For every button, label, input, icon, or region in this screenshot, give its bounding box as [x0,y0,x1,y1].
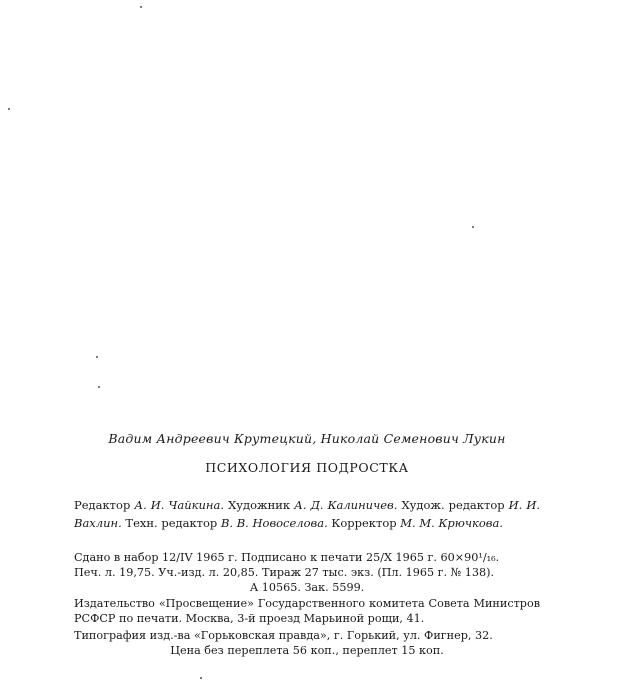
art-editor-name: И. И. Вахлин. [74,498,541,530]
print-info-line: А 10565. Зак. 5599. [249,581,365,594]
art-editor-role: Худож. редактор [401,498,505,512]
tech-editor-role: Техн. редактор [125,516,218,530]
print-info-line: Сдано в набор 12/IV 1965 г. Подписано к печати 25/X 1965 г. 60×90¹/₁₆. [74,551,500,564]
typography-block [74,628,540,658]
typography-line: Типография изд.-ва «Горьковская правда», г. Горький, ул. Фигнер, 32. [74,629,493,642]
print-speck [472,226,474,228]
credits-block [74,496,540,532]
editor-name: А. И. Чайкина. [134,498,225,512]
proofreader-role: Корректор [331,516,397,530]
print-info-line: Печ. л. 19,75. Уч.-изд. л. 20,85. Тираж 27 тыс. экз. (Пл. 1965 г. № 138). [74,566,495,579]
print-speck [98,386,100,388]
book-title: ПСИХОЛОГИЯ ПОДРОСТКА [205,460,409,475]
publisher-block: Издательство «Просвещение» Государственного комитета Совета Министров РСФСР по печати. Москва, 3-й проезд Марьиной рощи, 41. [74,597,540,625]
proofreader-name: М. М. Крючкова. [400,516,503,530]
artist-role: Художник [228,498,291,512]
price-line: Цена без переплета 56 коп., переплет 15 коп. [170,644,444,657]
print-speck [8,108,10,110]
print-speck [96,356,98,358]
editor-role: Редактор [74,498,131,512]
print-info-block [74,550,540,595]
print-speck [140,6,142,8]
tech-editor-name: В. В. Новоселова. [220,516,328,530]
artist-name: А. Д. Калиничев. [294,498,398,512]
authors-line: Вадим Андреевич Крутецкий, Николай Семенович Лукин [108,431,506,446]
print-speck [200,677,202,679]
